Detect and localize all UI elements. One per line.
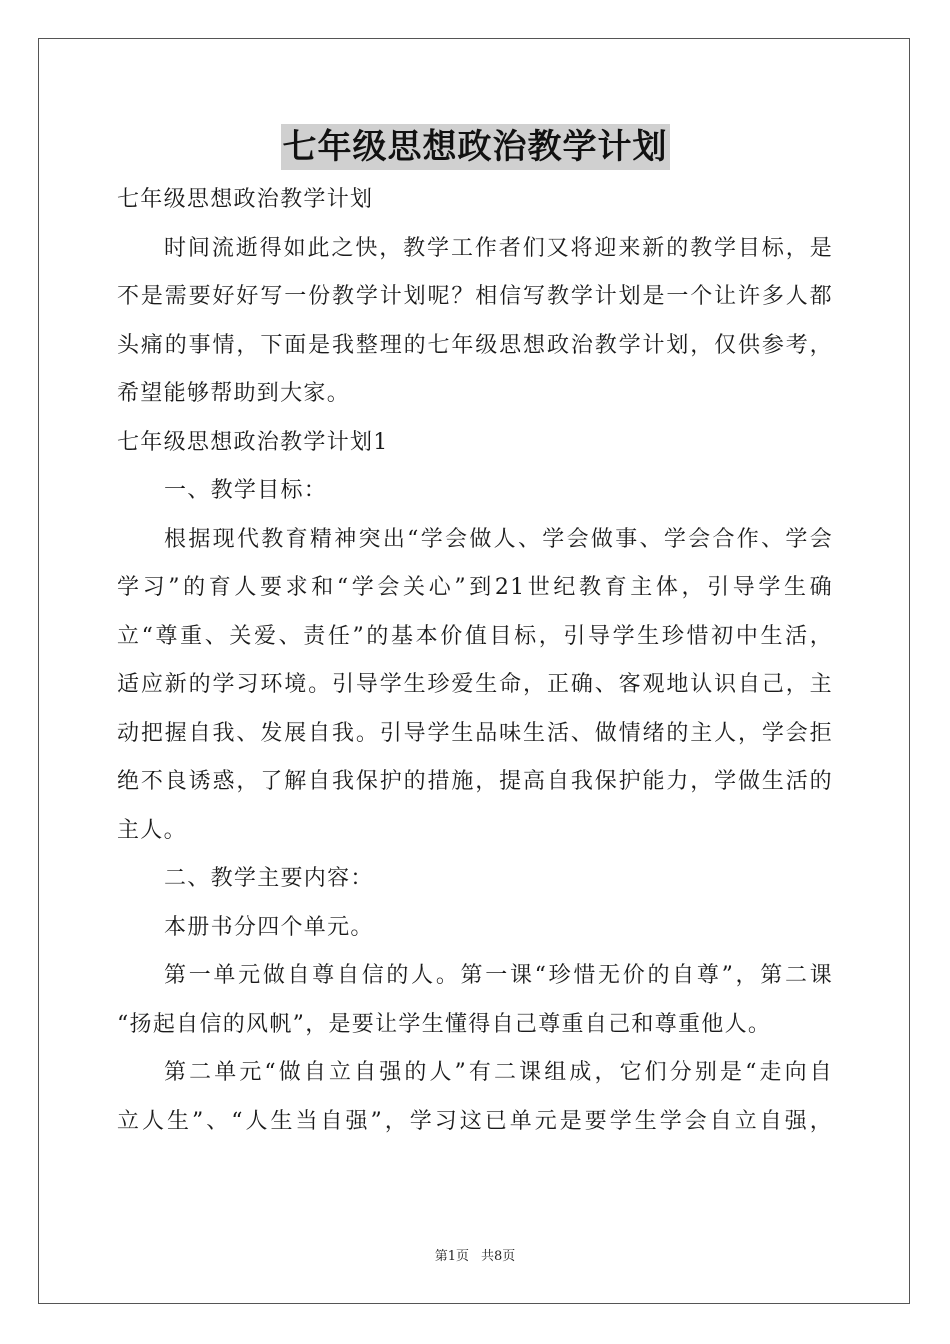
text-line: 学习”的育人要求和“学会关心”到21世纪教育主体，引导学生确 — [117, 575, 833, 600]
title-container — [0, 124, 950, 170]
text-line: 根据现代教育精神突出“学会做人、学会做事、学会合作、学会 — [164, 526, 833, 552]
text-line: 头痛的事情，下面是我整理的七年级思想政治教学计划，仅供参考， — [117, 332, 833, 358]
text-line: 希望能够帮助到大家。 — [117, 381, 351, 406]
page-total: 共8页 — [481, 1249, 516, 1264]
text-line: 绝不良诱惑，了解自我保护的措施，提高自我保护能力，学做生活的 — [117, 769, 833, 794]
text-line: “扬起自信的风帆”，是要让学生懂得自己尊重自己和尊重他人。 — [117, 1011, 772, 1037]
text-line: 二、教学主要内容： — [164, 866, 374, 891]
text-line: 第一单元做自尊自信的人。第一课“珍惜无价的自尊”，第二课 — [164, 963, 833, 988]
text-line: 第二单元“做自立自强的人”有二课组成，它们分别是“走向自 — [164, 1060, 833, 1085]
text-line: 本册书分四个单元。 — [164, 914, 374, 940]
document-body — [117, 176, 833, 1146]
text-line: 七年级思想政治教学计划 — [117, 187, 374, 212]
document-title: 七年级思想政治教学计划 — [281, 124, 670, 170]
text-line: 时间流逝得如此之快，教学工作者们又将迎来新的教学目标，是 — [164, 235, 833, 261]
text-line: 立人生”、“人生当自强”，学习这已单元是要学生学会自立自强， — [117, 1108, 833, 1134]
page-footer — [0, 1245, 950, 1264]
text-line: 适应新的学习环境。引导学生珍爱生命，正确、客观地认识自己，主 — [117, 672, 833, 697]
text-line: 动把握自我、发展自我。引导学生品味生活、做情绪的主人，学会拒 — [117, 720, 833, 746]
text-line: 一、教学目标： — [164, 478, 328, 503]
text-line: 不是需要好好写一份教学计划呢？相信写教学计划是一个让许多人都 — [117, 284, 833, 309]
text-line: 立“尊重、关爱、责任”的基本价值目标，引导学生珍惜初中生活， — [117, 623, 833, 649]
text-line: 七年级思想政治教学计划1 — [117, 429, 389, 455]
page-number: 第1页 — [434, 1249, 469, 1264]
text-line: 主人。 — [117, 817, 187, 843]
